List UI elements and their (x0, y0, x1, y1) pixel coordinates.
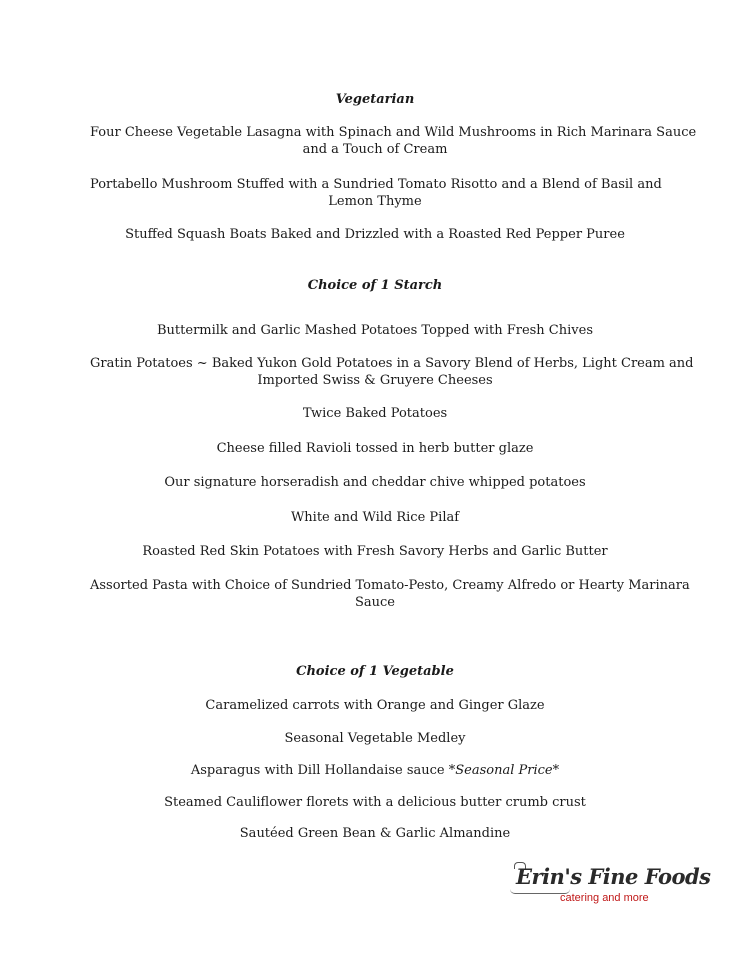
erins-fine-foods-logo (510, 862, 711, 922)
menu-item-line: Four Cheese Vegetable Lasagna with Spinach and Wild Mushrooms in Rich Marinara Sauce (90, 125, 697, 140)
menu-item-line: Twice Baked Potatoes (302, 406, 448, 421)
menu-item-line: White and Wild Rice Pilaf (290, 510, 460, 525)
menu-item-line: Assorted Pasta with Choice of Sundried Tomato-Pesto, Creamy Alfredo or Hearty Marinara (90, 578, 690, 593)
menu-item-line: Roasted Red Skin Potatoes with Fresh Savory Herbs and Garlic Butter (142, 544, 608, 559)
menu-item-line: Caramelized carrots with Orange and Ginger Glaze (205, 698, 545, 713)
menu-item-line: and a Touch of Cream (302, 142, 448, 157)
menu-item-line: Imported Swiss & Gruyere Cheeses (257, 373, 493, 388)
menu-item-line (90, 762, 660, 779)
menu-item-line: Buttermilk and Garlic Mashed Potatoes Topped with Fresh Chives (157, 323, 593, 338)
menu-item-line: Gratin Potatoes ~ Baked Yukon Gold Potatoes in a Savory Blend of Herbs, Light Cream and (90, 356, 694, 371)
item-text: Asparagus with Dill Hollandaise sauce * (190, 763, 456, 778)
menu-item-line: Cheese filled Ravioli tossed in herb butter glaze (216, 441, 534, 456)
menu-item-line: Steamed Cauliflower florets with a delicious butter crumb crust (164, 795, 586, 810)
vegetable-heading: Choice of 1 Vegetable (296, 664, 454, 679)
logo-name: Erin's Fine Foods (516, 864, 711, 889)
menu-item-line: Sauce (354, 595, 395, 610)
menu-item-line: Sautéed Green Bean & Garlic Almandine (239, 826, 511, 841)
seasonal-price-note: Seasonal Price (455, 763, 553, 778)
menu-item-line: Stuffed Squash Boats Baked and Drizzled with a Roasted Red Pepper Puree (125, 227, 625, 242)
menu-item-line: Seasonal Vegetable Medley (284, 731, 466, 746)
menu-item-line: Our signature horseradish and cheddar chive whipped potatoes (164, 475, 586, 490)
logo-tagline: catering and more (560, 892, 649, 904)
item-text-suffix: * (552, 763, 560, 778)
menu-item-line: Lemon Thyme (328, 194, 422, 209)
menu-item-line: Portabello Mushroom Stuffed with a Sundried Tomato Risotto and a Blend of Basil and (90, 177, 662, 192)
vegetarian-heading: Vegetarian (335, 92, 415, 107)
starch-heading: Choice of 1 Starch (307, 278, 443, 293)
